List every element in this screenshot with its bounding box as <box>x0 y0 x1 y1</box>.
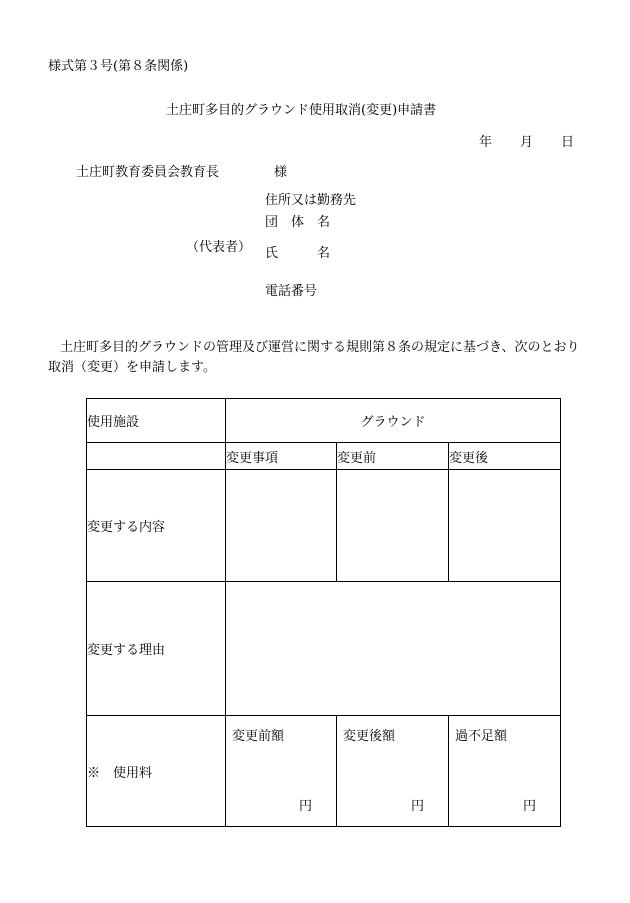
fee-row <box>87 716 561 827</box>
fee-diff-field[interactable] <box>449 716 561 827</box>
fee-before-yen: 円 <box>298 799 312 814</box>
content-item-field[interactable] <box>226 470 337 582</box>
applicant-representative-label: （代表者） <box>186 240 252 255</box>
addressee-honorific: 様 <box>274 165 288 180</box>
facility-value: グラウンド <box>226 399 561 443</box>
date-month: 月 <box>520 135 534 150</box>
document-title: 土庄町多目的グラウンド使用取消(変更)申請書 <box>166 103 437 118</box>
col-change-item: 変更事項 <box>226 443 337 470</box>
empty-header-cell <box>87 443 226 470</box>
change-request-table <box>86 398 561 827</box>
date-year: 年 <box>479 135 493 150</box>
fee-after-field[interactable] <box>337 716 449 827</box>
content-row <box>87 470 561 582</box>
facility-label: 使用施設 <box>87 399 226 443</box>
applicant-address-label: 住所又は勤務先 <box>265 193 357 208</box>
fee-after-yen: 円 <box>410 799 424 814</box>
form-number: 様式第３号(第８条関係) <box>48 59 189 74</box>
body-text-line1: 土庄町多目的グラウンドの管理及び運営に関する規則第８条の規定に基づき、次のとおり <box>60 340 580 355</box>
content-after-field[interactable] <box>449 470 561 582</box>
date-day: 日 <box>561 135 575 150</box>
content-before-field[interactable] <box>337 470 449 582</box>
fee-before-label: 変更前額 <box>232 729 285 744</box>
reason-label: 変更する理由 <box>87 582 226 716</box>
fee-diff-label: 過不足額 <box>455 729 508 744</box>
reason-row <box>87 582 561 716</box>
applicant-phone-label: 電話番号 <box>265 284 318 299</box>
addressee-name: 土庄町教育委員会教育長 <box>76 165 220 180</box>
body-text-line2: 取消（変更）を申請します。 <box>48 360 216 375</box>
fee-after-label: 変更後額 <box>343 729 396 744</box>
col-after: 変更後 <box>449 443 561 470</box>
applicant-name-label: 氏 名 <box>265 246 331 261</box>
reason-field[interactable] <box>226 582 561 716</box>
fee-diff-yen: 円 <box>523 799 537 814</box>
applicant-group-label: 団 体 名 <box>265 215 331 230</box>
fee-before-field[interactable] <box>226 716 337 827</box>
column-header-row <box>87 443 561 470</box>
content-label: 変更する内容 <box>87 470 226 582</box>
col-before: 変更前 <box>337 443 449 470</box>
fee-label: ※ 使用料 <box>87 716 226 827</box>
facility-row <box>87 399 561 443</box>
